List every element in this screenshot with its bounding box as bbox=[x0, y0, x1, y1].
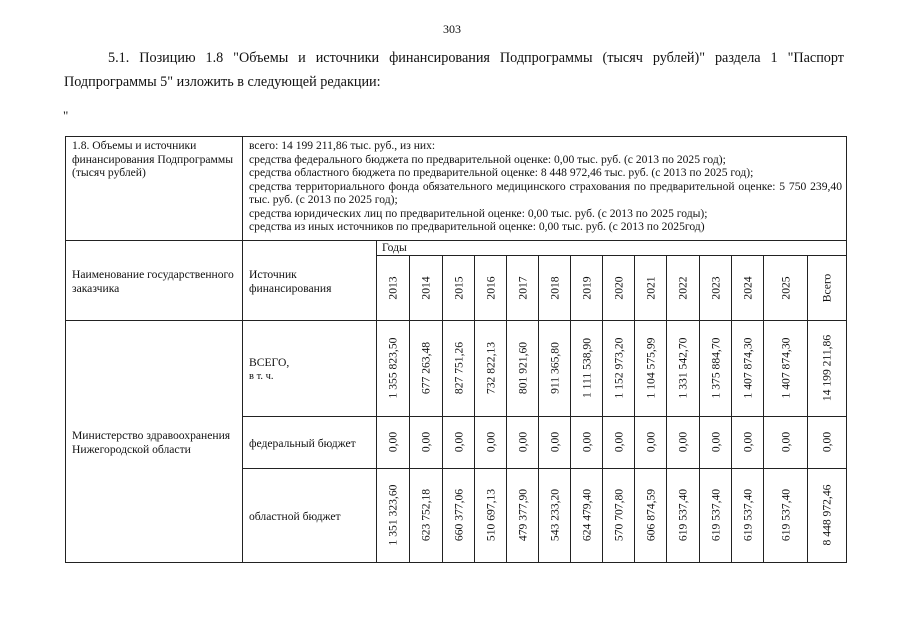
item-label-cell bbox=[66, 137, 243, 241]
source-cell bbox=[243, 469, 377, 563]
year-header-cell bbox=[475, 256, 507, 321]
summary-line: всего: 14 199 211,86 тыс. руб., из них: bbox=[249, 139, 436, 152]
year-header: 2018 bbox=[547, 275, 561, 300]
year-header: 2021 bbox=[643, 275, 657, 300]
value-cell-text: 570 707,80 bbox=[611, 488, 625, 542]
value-cell-text-cell bbox=[603, 417, 635, 469]
value-cell-text-cell bbox=[667, 321, 700, 417]
value-cell-text: 0,00 bbox=[778, 431, 792, 453]
value-cell-text-cell bbox=[808, 321, 847, 417]
customer-header-cell bbox=[66, 241, 243, 321]
value-cell-text: 0,00 bbox=[708, 431, 722, 453]
value-cell-text: 619 537,40 bbox=[676, 488, 690, 542]
total-row bbox=[66, 321, 847, 417]
value-cell-text-cell bbox=[764, 417, 808, 469]
year-header-cell bbox=[443, 256, 475, 321]
value-cell-text: 1 355 823,50 bbox=[386, 337, 400, 399]
year-header: 2015 bbox=[451, 275, 465, 300]
year-header: 2024 bbox=[740, 275, 754, 300]
value-cell-text-cell bbox=[475, 469, 507, 563]
summary-line: средства юридических лиц по предварительной оценке: 0,00 тыс. руб. (с 2013 по 2025 годы); bbox=[249, 206, 708, 220]
year-header: Всего bbox=[820, 273, 834, 302]
year-header: 2017 bbox=[515, 275, 529, 300]
value-cell-text: 0,00 bbox=[515, 431, 529, 453]
value-cell-text-cell bbox=[635, 321, 667, 417]
value-cell-text: 0,00 bbox=[483, 431, 497, 453]
value-cell-text: 827 751,26 bbox=[451, 341, 465, 395]
source-label bbox=[249, 510, 372, 524]
page-number: 303 bbox=[443, 22, 461, 36]
value-cell-text-cell bbox=[377, 417, 410, 469]
value-cell-text: 0,00 bbox=[451, 431, 465, 453]
summary-row bbox=[66, 137, 847, 241]
value-cell-text-cell bbox=[539, 469, 571, 563]
value-cell-text-cell bbox=[603, 321, 635, 417]
year-header-cell bbox=[410, 256, 443, 321]
summary-line: средства областного бюджета по предварительной оценке: 8 448 972,46 тыс. руб. (с 2013 по 2025 год); bbox=[249, 166, 754, 179]
source-label bbox=[249, 437, 372, 451]
value-cell-text-cell bbox=[808, 417, 847, 469]
value-cell-text: 510 697,13 bbox=[483, 488, 497, 542]
value-cell-text: 0,00 bbox=[820, 431, 834, 453]
value-cell-text: 0,00 bbox=[611, 431, 625, 453]
value-cell-text-cell bbox=[732, 321, 764, 417]
year-header: 2014 bbox=[419, 275, 433, 300]
value-cell-text-cell bbox=[475, 321, 507, 417]
summary-line: средства федерального бюджета по предварительной оценке: 0,00 тыс. руб. (с 2013 по 2025 год); bbox=[249, 152, 726, 166]
value-cell-text-cell bbox=[475, 417, 507, 469]
item-label: 1.8. Объемы и источники финансирования Подпрограммы (тысяч рублей) bbox=[72, 139, 234, 179]
value-cell-text-cell bbox=[571, 469, 603, 563]
customer-header: Наименование государственного заказчика bbox=[72, 268, 234, 295]
value-cell-text: 8 448 972,46 bbox=[820, 484, 834, 546]
year-header-cell bbox=[507, 256, 539, 321]
source-cell bbox=[243, 321, 377, 417]
year-header-cell bbox=[808, 256, 847, 321]
value-cell-text: 732 822,13 bbox=[483, 341, 497, 395]
summary-line: средства из иных источников по предварительной оценке: 0,00 тыс. руб. (с 2013 по 2025год) bbox=[249, 220, 705, 233]
value-cell-text: 1 331 542,70 bbox=[676, 337, 690, 399]
value-cell-text-cell bbox=[539, 321, 571, 417]
year-header-cell bbox=[377, 256, 410, 321]
value-cell-text: 0,00 bbox=[547, 431, 561, 453]
value-cell-text: 619 537,40 bbox=[708, 488, 722, 542]
value-cell-text-cell bbox=[410, 469, 443, 563]
value-cell-text: 606 874,59 bbox=[643, 488, 657, 542]
value-cell-text: 1 111 538,90 bbox=[579, 337, 593, 399]
value-cell-text: 1 407 874,30 bbox=[778, 337, 792, 399]
value-cell-text: 1 407 874,30 bbox=[740, 337, 754, 399]
year-header: 2020 bbox=[611, 275, 625, 300]
value-cell-text-cell bbox=[443, 469, 475, 563]
value-cell-text-cell bbox=[732, 417, 764, 469]
source-label-line: областной бюджет bbox=[249, 509, 341, 523]
source-label-line: федеральный бюджет bbox=[249, 436, 356, 450]
year-header-cell bbox=[732, 256, 764, 321]
value-cell-text: 0,00 bbox=[419, 431, 433, 453]
value-cell-text: 14 199 211,86 bbox=[820, 334, 834, 402]
value-cell-text-cell bbox=[571, 417, 603, 469]
source-header-cell bbox=[243, 241, 377, 321]
value-cell-text-cell bbox=[700, 417, 732, 469]
year-header: 2016 bbox=[483, 275, 497, 300]
value-cell-text: 1 104 575,99 bbox=[643, 337, 657, 399]
value-cell-text-cell bbox=[443, 321, 475, 417]
year-header: 2022 bbox=[676, 275, 690, 300]
year-header: 2023 bbox=[708, 275, 722, 300]
value-cell-text-cell bbox=[764, 469, 808, 563]
value-cell-text: 0,00 bbox=[676, 431, 690, 453]
value-cell-text-cell bbox=[377, 469, 410, 563]
value-cell-text-cell bbox=[667, 417, 700, 469]
value-cell-text-cell bbox=[667, 469, 700, 563]
year-header-cell bbox=[635, 256, 667, 321]
source-label-line: ВСЕГО, bbox=[249, 355, 290, 369]
value-cell-text: 1 152 973,20 bbox=[611, 337, 625, 399]
value-cell-text-cell bbox=[410, 321, 443, 417]
source-header: Источник финансирования bbox=[249, 268, 332, 295]
value-cell-text-cell bbox=[700, 321, 732, 417]
source-label-line: в т. ч. bbox=[249, 371, 274, 382]
intro-paragraph: 5.1. Позицию 1.8 "Объемы и источники финансирования Подпрограммы (тысяч рублей)" раздела 1 "Паспорт Подпрограммы 5" изложить в следующей редакции: bbox=[64, 50, 844, 90]
value-cell-text-cell bbox=[732, 469, 764, 563]
years-label-row bbox=[66, 241, 847, 256]
value-cell-text-cell bbox=[635, 469, 667, 563]
value-cell-text: 543 233,20 bbox=[547, 488, 561, 542]
value-cell-text-cell bbox=[377, 321, 410, 417]
value-cell-text-cell bbox=[410, 417, 443, 469]
value-cell-text: 0,00 bbox=[643, 431, 657, 453]
year-header-cell bbox=[667, 256, 700, 321]
year-header: 2013 bbox=[386, 275, 400, 300]
value-cell-text: 660 377,06 bbox=[451, 488, 465, 542]
value-cell-text-cell bbox=[700, 469, 732, 563]
value-cell-text: 479 377,90 bbox=[515, 488, 529, 542]
value-cell-text-cell bbox=[764, 321, 808, 417]
source-label bbox=[249, 356, 372, 384]
year-header-cell bbox=[571, 256, 603, 321]
value-cell-text-cell bbox=[635, 417, 667, 469]
value-cell-text-cell bbox=[539, 417, 571, 469]
value-cell-text: 0,00 bbox=[579, 431, 593, 453]
value-cell-text-cell bbox=[443, 417, 475, 469]
value-cell-text-cell bbox=[808, 469, 847, 563]
value-cell-text-cell bbox=[507, 417, 539, 469]
value-cell-text: 624 479,40 bbox=[579, 488, 593, 542]
value-cell-text: 911 365,80 bbox=[547, 342, 561, 394]
year-header-cell bbox=[700, 256, 732, 321]
value-cell-text: 1 375 884,70 bbox=[708, 337, 722, 399]
summary-cell bbox=[243, 137, 847, 241]
value-cell-text: 1 351 323,60 bbox=[386, 484, 400, 546]
value-cell-text: 677 263,48 bbox=[419, 341, 433, 395]
year-header-cell bbox=[539, 256, 571, 321]
value-cell-text: 619 537,40 bbox=[740, 488, 754, 542]
value-cell-text-cell bbox=[507, 469, 539, 563]
value-cell-text-cell bbox=[507, 321, 539, 417]
year-header-cell bbox=[764, 256, 808, 321]
value-cell-text-cell bbox=[571, 321, 603, 417]
value-cell-text: 801 921,60 bbox=[515, 341, 529, 395]
source-cell bbox=[243, 417, 377, 469]
value-cell-text: 0,00 bbox=[386, 431, 400, 453]
year-header-cell bbox=[603, 256, 635, 321]
customer-name-cell bbox=[66, 321, 243, 563]
value-cell-text: 623 752,18 bbox=[419, 488, 433, 542]
year-header: 2019 bbox=[579, 275, 593, 300]
customer-name: Министерство здравоохранения Нижегородской области bbox=[72, 429, 231, 456]
opening-quote-mark: " bbox=[63, 108, 69, 123]
value-cell-text: 619 537,40 bbox=[778, 488, 792, 542]
years-label: Годы bbox=[377, 241, 847, 256]
year-header: 2025 bbox=[778, 275, 792, 300]
summary-line: средства территориального фонда обязательного медицинского страхования по предварительной оценке: 5 750 239,40 тыс. руб. (с 2013 по 2025 год); bbox=[249, 179, 842, 206]
financing-table bbox=[65, 136, 847, 563]
value-cell-text: 0,00 bbox=[740, 431, 754, 453]
value-cell-text-cell bbox=[603, 469, 635, 563]
